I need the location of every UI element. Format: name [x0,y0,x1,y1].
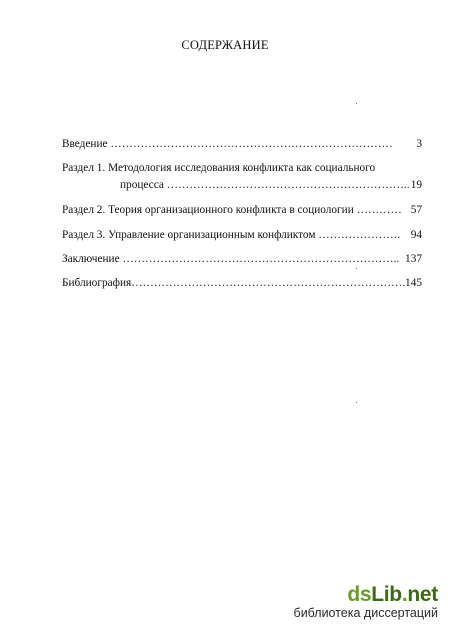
toc-entry-line [62,252,399,266]
page-title: СОДЕРЖАНИЕ [181,38,269,52]
toc-leader-dots: ………………………………………………………………… [107,138,393,150]
watermark [294,584,438,621]
scan-speck [356,402,357,403]
toc-entry-continuation: процесса ……………………………………………………….. [120,179,410,191]
toc-leader-dots: …………………. [315,229,401,241]
toc-leader-dots: ………… [353,204,402,216]
watermark-logo-lib: Lib [371,583,402,606]
watermark-logo-ds: ds [347,583,372,606]
toc-entry-label: Раздел 3. Управление организационным конфликтом [62,229,316,241]
toc-leader-dots: ……………………………………………………………….. [119,253,400,265]
watermark-logo [294,584,438,606]
toc-page-number: 57 [410,204,422,216]
toc-entry-label: Заключение [62,253,120,265]
toc-entry-label: Введение [62,138,108,150]
watermark-logo-net: net [407,583,438,606]
toc-entry-label: Раздел 1. Методология исследования конфликта как социального [62,162,376,174]
toc-page-number: 19 [410,179,422,191]
toc-page-number: 145 [405,277,422,289]
toc-entry-line [62,203,402,217]
toc-page-number: 94 [410,229,422,241]
scan-speck [356,268,357,269]
toc-page-number: 137 [405,253,422,265]
toc-entry-line [62,137,393,151]
watermark-subtitle: библиотека диссертаций [293,606,438,620]
toc-entry-line [62,276,405,290]
toc-page-number: 3 [416,138,422,150]
toc-leader-dots: ………………………………………………………………. [131,277,406,289]
toc-entry-line [62,228,400,242]
toc-entry-label: Библиография [62,277,132,289]
watermark-logo-dot: . [401,583,408,606]
toc-entry-label: Раздел 2. Теория организационного конфликта в социологии [62,204,354,216]
scan-speck [356,103,357,104]
